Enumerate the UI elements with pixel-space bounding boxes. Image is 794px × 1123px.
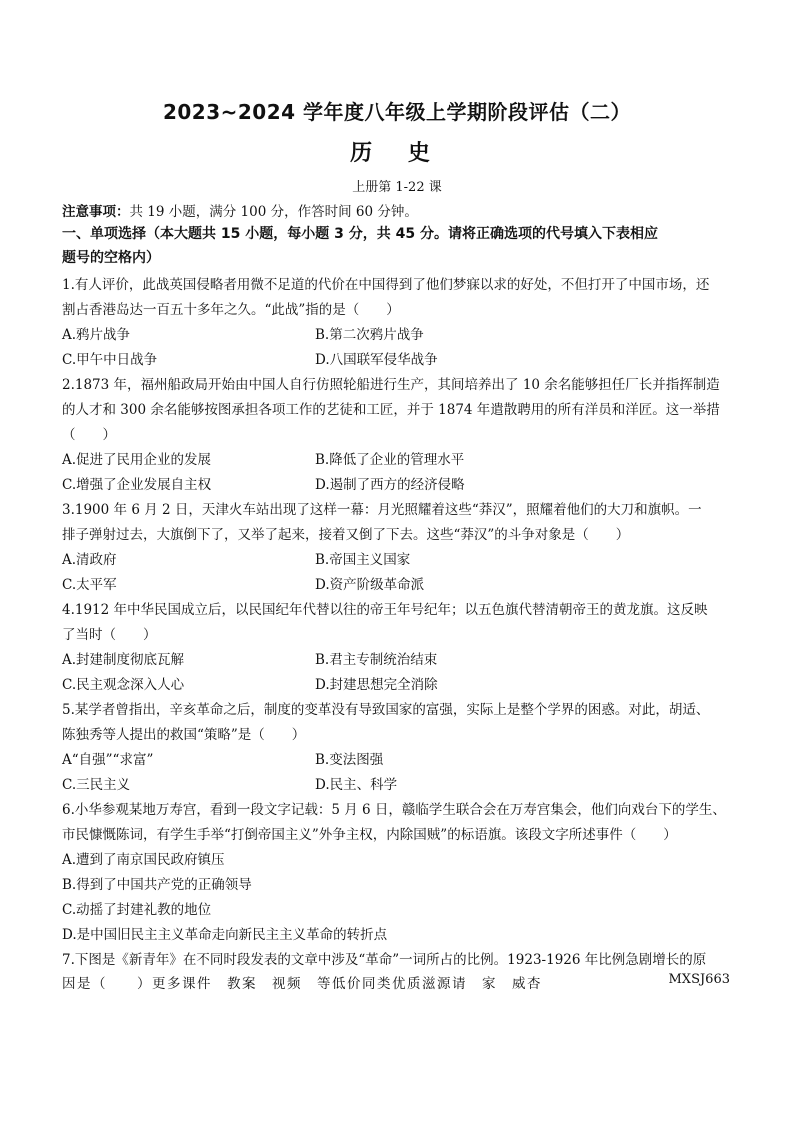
question-2-option-d: D.遏制了西方的经济侵略 bbox=[315, 477, 465, 493]
scope-text: 上册第 1-22 课 bbox=[352, 180, 442, 195]
question-6-option-c: C.动摇了封建礼教的地位 bbox=[62, 902, 212, 918]
notice-label: 注意事项： bbox=[62, 204, 130, 220]
question-6-line-2: 市民慷慨陈词，有学生手举“打倒帝国主义”外争主权，内除国贼”的标语旗。该段文字所述事件（ ） bbox=[62, 827, 677, 843]
question-2-line-2: 的人才和 300 余名能够按图承担各项工作的艺徒和工匠，并于 1874 年遣散聘用的所有洋员和洋匠。这一举措 bbox=[62, 402, 720, 418]
question-2-option-a: A.促进了民用企业的发展 bbox=[62, 452, 212, 468]
question-4-line-2: 了当时（ ） bbox=[62, 627, 157, 643]
question-2-line-1: 2.1873 年，福州船政局开始由中国人自行仿照轮船进行生产，其间培养出了 10 余名能够担任厂长并指挥制造 bbox=[62, 377, 720, 393]
question-5-option-d: D.民主、科学 bbox=[315, 777, 398, 793]
question-1-option-b: B.第二次鸦片战争 bbox=[315, 327, 424, 343]
document-code: MXSJ663 bbox=[668, 972, 730, 987]
question-6-option-a: A.遭到了南京国民政府镇压 bbox=[62, 852, 225, 868]
question-5-line-2: 陈独秀等人提出的救国“策略”是（ ） bbox=[62, 727, 306, 743]
question-1-option-d: D.八国联军侵华战争 bbox=[315, 352, 438, 368]
question-4-line-1: 4.1912 年中华民国成立后，以民国纪年代替以往的帝王年号纪年；以五色旗代替清朝帝王的黄龙旗。这反映 bbox=[62, 602, 708, 618]
question-2-line-3: （ ） bbox=[62, 427, 116, 443]
exam-title: 2023~2024 学年度八年级上学期阶段评估（二） bbox=[162, 100, 632, 124]
question-3-option-d: D.资产阶级革命派 bbox=[315, 577, 425, 593]
question-5-option-a: A“自强”“求富” bbox=[62, 752, 154, 768]
question-5-option-b: B.变法图强 bbox=[315, 752, 384, 768]
question-5-line-1: 5.某学者曾指出，辛亥革命之后，制度的变革没有导致国家的富强，实际上是整个学界的困惑。对此，胡适、 bbox=[62, 702, 710, 718]
question-6-option-d: D.是中国旧民主主义革命走向新民主主义革命的转折点 bbox=[62, 927, 388, 943]
section-heading-line1: 一、单项选择（本大题共 15 小题，每小题 3 分，共 45 分。请将正确选项的代号填入下表相应 bbox=[62, 226, 658, 242]
question-3-line-2: 排子弹射过去，大旗倒下了，又举了起来，接着又倒了下去。这些“莽汉”的斗争对象是（ ） bbox=[62, 527, 630, 543]
question-4-option-c: C.民主观念深入人心 bbox=[62, 677, 185, 693]
notice bbox=[62, 200, 418, 220]
question-4-option-b: B.君主专制统治结束 bbox=[315, 652, 438, 668]
question-2-option-b: B.降低了企业的管理水平 bbox=[315, 452, 465, 468]
question-6-line-1: 6.小华参观某地万寿宫，看到一段文字记载：5 月 6 日，赣临学生联合会在万寿宫集会，他们向戏台下的学生、 bbox=[62, 802, 726, 818]
question-4-option-d: D.封建思想完全消除 bbox=[315, 677, 438, 693]
question-1-line-1: 1.有人评价，此战英国侵略者用微不足道的代价在中国得到了他们梦寐以求的好处，不但打开了中国市场，还 bbox=[62, 277, 710, 293]
question-3-option-b: B.帝国主义国家 bbox=[315, 552, 411, 568]
question-6-option-b: B.得到了中国共产党的正确领导 bbox=[62, 877, 252, 893]
subject-title: 历 史 bbox=[350, 141, 444, 166]
question-5-option-c: C.三民主义 bbox=[62, 777, 131, 793]
question-1-option-c: C.甲午中日战争 bbox=[62, 352, 158, 368]
question-2-option-c: C.增强了企业发展自主权 bbox=[62, 477, 212, 493]
notice-text: 共 19 小题，满分 100 分，作答时间 60 分钟。 bbox=[129, 204, 418, 220]
question-4-option-a: A.封建制度彻底瓦解 bbox=[62, 652, 185, 668]
question-1-option-a: A.鸦片战争 bbox=[62, 327, 131, 343]
question-1-line-2: 割占香港岛达一百五十多年之久。“此战”指的是（ ） bbox=[62, 302, 400, 318]
question-7-line-1: 7.下图是《新青年》在不同时段发表的文章中涉及“革命”一词所占的比例。1923-1926 年比例急剧增长的原 bbox=[62, 952, 707, 968]
section-heading-line2: 题号的空格内） bbox=[62, 250, 160, 266]
question-3-line-1: 3.1900 年 6 月 2 日，天津火车站出现了这样一幕：月光照耀着这些“莽汉”，照耀着他们的大刀和旗帜。一 bbox=[62, 502, 702, 518]
question-7-line-2: 因是（ ）更多课件 教案 视频 等低价同类优质滋源请 家 威杏 bbox=[62, 976, 542, 992]
question-3-option-a: A.清政府 bbox=[62, 552, 117, 568]
question-3-option-c: C.太平军 bbox=[62, 577, 117, 593]
